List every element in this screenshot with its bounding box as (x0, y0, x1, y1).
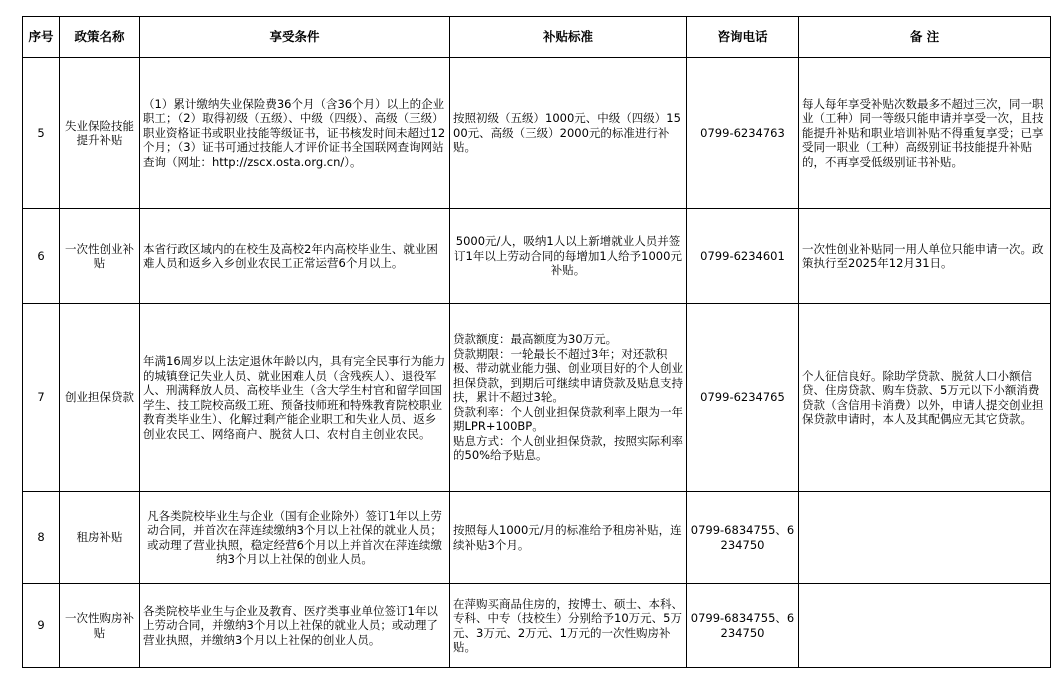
cell-notes: 一次性创业补贴同一用人单位只能申请一次。政策执行至2025年12月31日。 (799, 209, 1051, 304)
header-notes: 备 注 (799, 17, 1051, 58)
cell-conditions: （1）累计缴纳失业保险费36个月（含36个月）以上的企业职工；（2）取得初级（五级）、中级（四级）、高级（三级）职业资格证书或职业技能等级证书，证书核发时间未超过12个月；（3）证书可通过技能人才评价证书全国联网查询网站查询（网址：http://zscx.osta.org.cn/）。 (140, 58, 450, 209)
cell-policy-name: 租房补贴 (60, 492, 140, 584)
cell-notes (799, 492, 1051, 584)
table-header-row (23, 17, 1051, 58)
header-index: 序号 (23, 17, 60, 58)
cell-policy-name: 失业保险技能提升补贴 (60, 58, 140, 209)
cell-phone: 0799-6234765 (687, 304, 799, 492)
cell-notes (799, 584, 1051, 668)
header-standard: 补贴标准 (450, 17, 687, 58)
cell-standard: 按照每人1000元/月的标准给予租房补贴，连续补贴3个月。 (450, 492, 687, 584)
header-name: 政策名称 (60, 17, 140, 58)
table-row (23, 58, 1051, 209)
cell-phone: 0799-6834755、6234750 (687, 492, 799, 584)
table-row (23, 304, 1051, 492)
cell-conditions: 年满16周岁以上法定退休年龄以内，具有完全民事行为能力的城镇登记失业人员、就业困难人员（含残疾人）、退役军人、刑满释放人员、高校毕业生（含大学生村官和留学回国学生、技工院校高级工班、预备技师班和特殊教育院校职业教育类毕业生）、化解过剩产能企业职工和失业人员、返乡创业农民工、网络商户、脱贫人口、农村自主创业农民。 (140, 304, 450, 492)
cell-index: 7 (23, 304, 60, 492)
cell-conditions: 本省行政区域内的在校生及高校2年内高校毕业生、就业困难人员和返乡入乡创业农民工正常运营6个月以上。 (140, 209, 450, 304)
cell-index: 5 (23, 58, 60, 209)
cell-standard: 按照初级（五级）1000元、中级（四级）1500元、高级（三级）2000元的标准进行补贴。 (450, 58, 687, 209)
cell-policy-name: 一次性购房补贴 (60, 584, 140, 668)
header-conditions: 享受条件 (140, 17, 450, 58)
cell-conditions: 各类院校毕业生与企业及教育、医疗类事业单位签订1年以上劳动合同，并缴纳3个月以上社保的就业人员；或动理了营业执照，并缴纳3个月以上社保的创业人员。 (140, 584, 450, 668)
cell-conditions: 凡各类院校毕业生与企业（国有企业除外）签订1年以上劳动合同，并首次在萍连续缴纳3个月以上社保的就业人员；或动理了营业执照，稳定经营6个月以上并首次在萍连续缴纳3个月以上社保的创业人员。 (140, 492, 450, 584)
header-phone: 咨询电话 (687, 17, 799, 58)
cell-phone: 0799-6234763 (687, 58, 799, 209)
cell-index: 9 (23, 584, 60, 668)
cell-phone: 0799-6834755、6234750 (687, 584, 799, 668)
cell-standard: 在萍购买商品住房的，按博士、硕士、本科、专科、中专（技校生）分别给予10万元、5万元、3万元、2万元、1万元的一次性购房补贴。 (450, 584, 687, 668)
cell-policy-name: 一次性创业补贴 (60, 209, 140, 304)
policy-table (22, 16, 1051, 668)
cell-policy-name: 创业担保贷款 (60, 304, 140, 492)
cell-notes: 每人每年享受补贴次数最多不超过三次，同一职业（工种）同一等级只能申请并享受一次，且技能提升补贴和职业培训补贴不得重复享受；已享受同一职业（工种）高级别证书技能提升补贴的，不再享受低级别证书补贴。 (799, 58, 1051, 209)
cell-index: 6 (23, 209, 60, 304)
cell-standard: 贷款额度：最高额度为30万元。 贷款期限：一轮最长不超过3年；对还款积极、带动就业能力强、创业项目好的个人创业担保贷款，到期后可继续申请贷款及贴息支持扶，累计不超过3轮。 贷款利率：个人创业担保贷款利率上限为一年期LPR+100BP。 贴息方式：个人创业担保贷款，按照实际利率的50%给予贴息。 (450, 304, 687, 492)
cell-phone: 0799-6234601 (687, 209, 799, 304)
table-row (23, 209, 1051, 304)
table-row (23, 492, 1051, 584)
cell-index: 8 (23, 492, 60, 584)
table-row (23, 584, 1051, 668)
cell-notes: 个人征信良好。除助学贷款、脱贫人口小额信贷、住房贷款、购车贷款、5万元以下小额消费贷款（含信用卡消费）以外，申请人提交创业担保贷款申请时，本人及其配偶应无其它贷款。 (799, 304, 1051, 492)
cell-standard: 5000元/人，吸纳1人以上新增就业人员并签订1年以上劳动合同的每增加1人给予1000元补贴。 (450, 209, 687, 304)
